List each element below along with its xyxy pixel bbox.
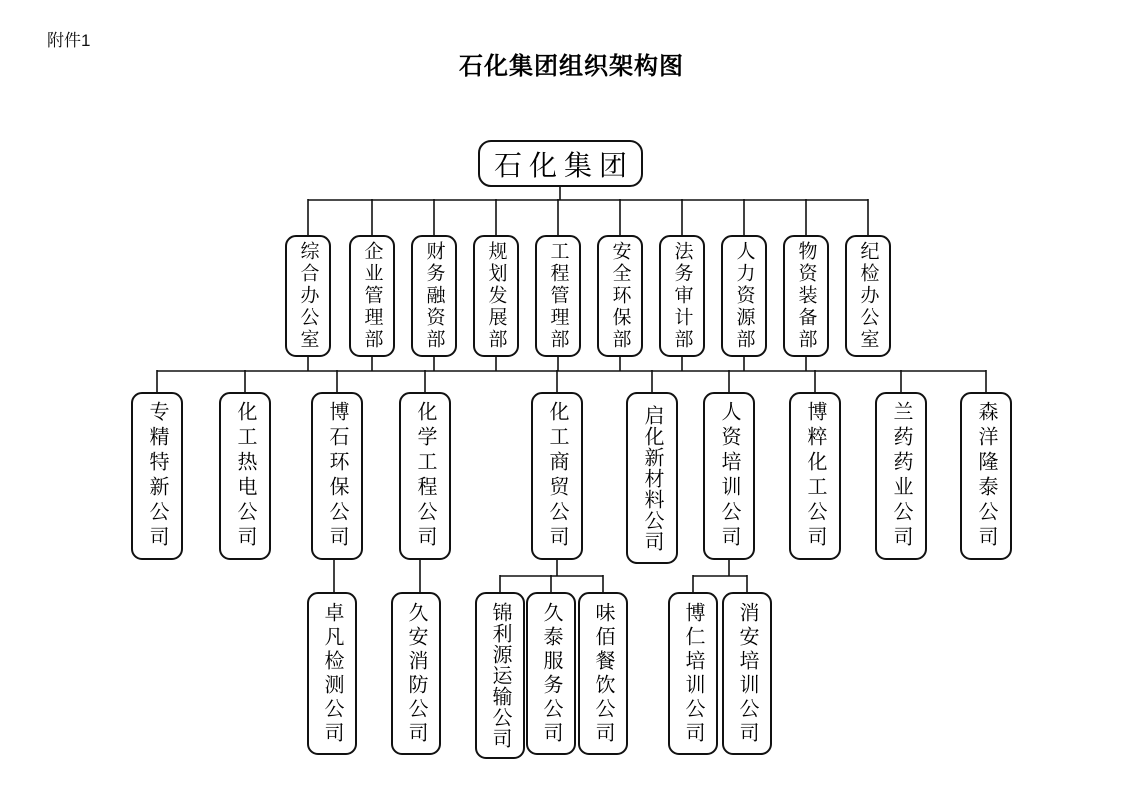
- company-node-6: [626, 392, 678, 564]
- subsidiary-node-5: [578, 592, 628, 755]
- page-title: 石化集团组织架构图: [459, 53, 684, 80]
- subsidiary-label: 博仁培训公司: [682, 601, 704, 746]
- company-label: 化学工程公司: [414, 401, 436, 551]
- department-label: 物资装备部: [795, 241, 817, 351]
- subsidiary-node-7: [722, 592, 772, 755]
- subsidiary-node-1: [307, 592, 357, 755]
- root-node: [478, 140, 643, 187]
- company-node-7: [703, 392, 755, 560]
- company-node-4: [399, 392, 451, 560]
- department-node-7: [659, 235, 705, 357]
- department-node-6: [597, 235, 643, 357]
- company-node-8: [789, 392, 841, 560]
- subsidiary-label: 久泰服务公司: [540, 601, 562, 746]
- subsidiary-label: 卓凡检测公司: [321, 601, 343, 746]
- department-label: 工程管理部: [547, 241, 569, 351]
- company-label: 启化新材料公司: [641, 404, 663, 552]
- subsidiary-node-2: [391, 592, 441, 755]
- company-label: 博石环保公司: [326, 401, 348, 551]
- department-label: 企业管理部: [361, 241, 383, 351]
- company-node-3: [311, 392, 363, 560]
- subsidiary-label: 锦利源运输公司: [489, 602, 511, 749]
- root-label: 石化集团: [493, 150, 634, 182]
- department-node-3: [411, 235, 457, 357]
- company-label: 专精特新公司: [146, 401, 168, 551]
- subsidiary-node-3: [475, 592, 525, 759]
- subsidiary-node-4: [526, 592, 576, 755]
- company-node-1: [131, 392, 183, 560]
- company-node-9: [875, 392, 927, 560]
- company-label: 化工热电公司: [234, 401, 256, 551]
- department-label: 安全环保部: [609, 241, 631, 351]
- department-label: 法务审计部: [671, 241, 693, 351]
- company-label: 人资培训公司: [718, 401, 740, 551]
- department-node-9: [783, 235, 829, 357]
- attachment-label: 附件1: [47, 31, 91, 50]
- department-label: 纪检办公室: [857, 241, 879, 351]
- department-label: 规划发展部: [485, 241, 507, 351]
- company-node-2: [219, 392, 271, 560]
- department-label: 综合办公室: [297, 241, 319, 351]
- department-label: 人力资源部: [733, 241, 755, 351]
- subsidiary-label: 久安消防公司: [405, 601, 427, 746]
- department-node-1: [285, 235, 331, 357]
- subsidiary-label: 消安培训公司: [736, 601, 758, 746]
- department-node-4: [473, 235, 519, 357]
- company-node-10: [960, 392, 1012, 560]
- subsidiary-label: 味佰餐饮公司: [592, 601, 614, 746]
- department-node-8: [721, 235, 767, 357]
- department-node-5: [535, 235, 581, 357]
- department-node-2: [349, 235, 395, 357]
- company-label: 森洋隆泰公司: [975, 401, 997, 551]
- company-label: 化工商贸公司: [546, 401, 568, 551]
- company-label: 博粹化工公司: [804, 401, 826, 551]
- department-label: 财务融资部: [423, 241, 445, 351]
- company-node-5: [531, 392, 583, 560]
- subsidiary-node-6: [668, 592, 718, 755]
- department-node-10: [845, 235, 891, 357]
- company-label: 兰药药业公司: [890, 401, 912, 551]
